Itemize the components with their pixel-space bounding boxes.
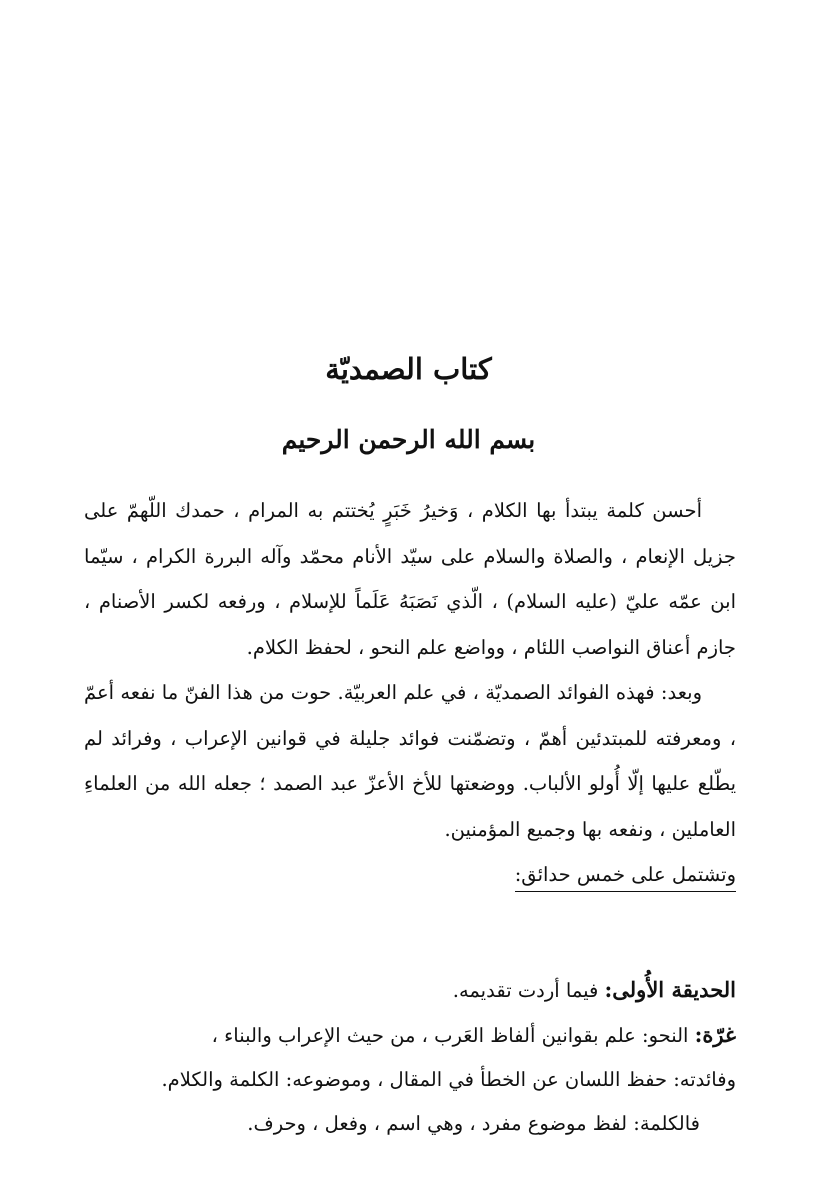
- purpose-paragraph: وبعد: فهذه الفوائد الصمديّة ، في علم العربيّة. حوت من هذا الفنّ ما نفعه أعمّ ، ومعرفته للمبتدئين أهمّ ، وتضمّنت فوائد جليلة في قوانين الإعراب ، وفرائد لم يطّلع عليها إلّا أُولو الألباب. ووضعتها للأخ الأعزّ عبد الصمد ؛ جعله الله من العلماءِ العاملين ، ونفعه بها وجميع المؤمنين.: [84, 681, 736, 841]
- introduction-body: [84, 488, 736, 898]
- contents-line: [84, 852, 736, 898]
- garden-description: فيما أردت تقديمه.: [452, 979, 605, 1002]
- word-definition-line: فالكلمة: لفظ موضوع مفرد ، وهي اسم ، وفعل ، وحرف.: [247, 1112, 700, 1135]
- ghurra-definition: النحو: علم بقوانين ألفاظ العَرب ، من حيث الإعراب والبناء ،: [211, 1024, 695, 1047]
- preface-paragraph: أحسن كلمة يبتدأ بها الكلام ، وَخيرُ خَبَرٍ يُختتم به المرام ، حمدك اللّهمّ على جزيل الإنعام ، والصلاة والسلام على سيّد الأنام محمّد وآله البررة الكرام ، سيّما ابن عمّه عليّ (عليه السلام) ، الّذي نَصَبَهُ عَلَماً للإسلام ، ورفعه لكسر الأصنام ، جازم أعناق النواصب اللئام ، وواضع علم النحو ، لحفظ الكلام.: [84, 499, 736, 659]
- basmala-heading: بسم الله الرحمن الرحيم: [281, 425, 536, 454]
- contents-statement: وتشتمل على خمس حدائق:: [515, 861, 736, 892]
- page-title: كتاب الصمديّة: [325, 352, 492, 386]
- ghurra-term: غرّة:: [694, 1022, 736, 1047]
- ghurra-line: [84, 1013, 736, 1058]
- benefit-line: وفائدته: حفظ اللسان عن الخطأ في المقال ، وموضوعه: الكلمة والكلام.: [161, 1068, 736, 1091]
- garden-title: الحديقة الأُولى:: [604, 977, 736, 1002]
- garden-heading-line: [84, 968, 736, 1013]
- first-garden-section: [84, 968, 736, 1146]
